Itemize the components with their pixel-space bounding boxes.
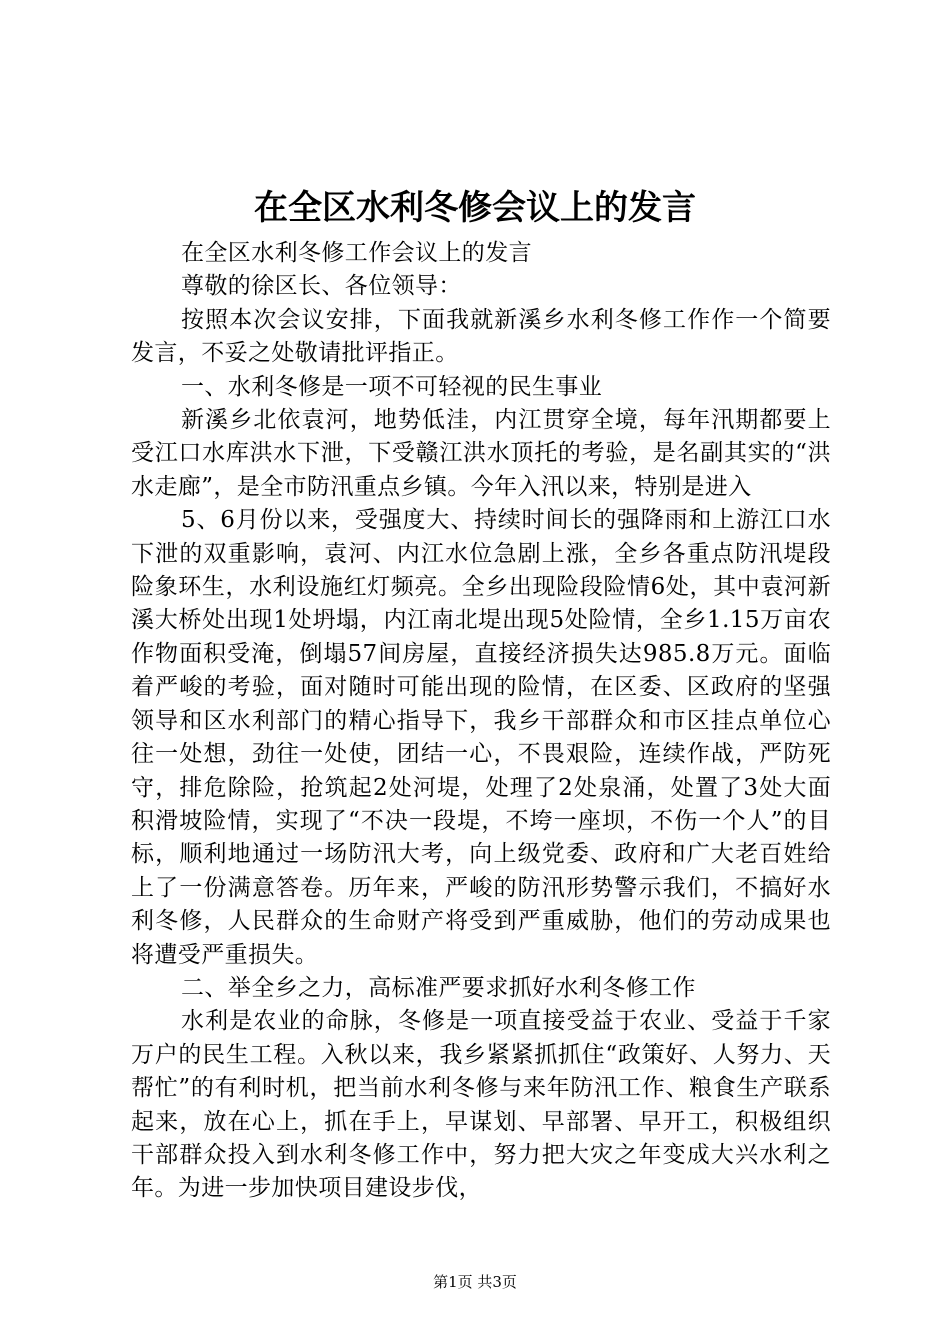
paragraph-salutation: 尊敬的徐区长、各位领导： xyxy=(181,273,462,300)
paragraph-water-conservancy: 水利是农业的命脉，冬修是一项直接受益于农业、受益于千家万户的民生工程。入秋以来，我乡紧紧抓抓住“政策好、人努力、天帮忙”的有利时机，把当前水利冬修与来年防汛工作、粮食生产联系起来，放在心上，抓在手上，早谋划、早部署、早开工，积极组织干部群众投入到水利冬修工作中，努力把大灾之年变成大兴水利之年。为进一步加快项目建设步伐， xyxy=(131,1008,831,1202)
section-heading-1: 一、水利冬修是一项不可轻视的民生事业 xyxy=(181,373,603,400)
document-title: 在全区水利冬修会议上的发言 xyxy=(254,188,696,228)
paragraph-flood-details: 5、6月份以来，受强度大、持续时间长的强降雨和上游江口水下泄的双重影响，袁河、内江水位急剧上涨，全乡各重点防汛堤段险象环生，水利设施红灯频亮。全乡出现险段险情6处，其中袁河新溪大桥处出现1处坍塌，内江南北堤出现5处险情，全乡1.15万亩农作物面积受淹，倒塌57间房屋，直接经济损失达985.8万元。面临着严峻的考验，面对随时可能出现的险情，在区委、区政府的坚强领导和区水利部门的精心指导下，我乡干部群众和市区挂点单位心往一处想，劲往一处使，团结一心，不畏艰险，连续作战，严防死守，排危除险，抢筑起2处河堤，处理了2处泉涌，处置了3处大面积滑坡险情，实现了“不决一段堤，不垮一座坝，不伤一个人”的目标，顺利地通过一场防汛大考，向上级党委、政府和广大老百姓给上了一份满意答卷。历年来，严峻的防汛形势警示我们，不搞好水利冬修，人民群众的生命财产将受到严重威胁，他们的劳动成果也将遭受严重损失。 xyxy=(131,507,831,968)
page-footer: 第1页 共3页 xyxy=(433,1273,517,1291)
section-heading-2: 二、举全乡之力，高标准严要求抓好水利冬修工作 xyxy=(181,974,696,1001)
document-body xyxy=(131,237,831,1206)
paragraph-intro: 按照本次会议安排，下面我就新溪乡水利冬修工作作一个简要发言，不妥之处敬请批评指正。 xyxy=(131,306,831,367)
paragraph-background: 新溪乡北依袁河，地势低洼，内江贯穿全境，每年汛期都要上受江口水库洪水下泄，下受赣江洪水顶托的考验，是名副其实的“洪水走廊”，是全市防汛重点乡镇。今年入汛以来，特别是进入 xyxy=(131,407,831,500)
paragraph-subtitle: 在全区水利冬修工作会议上的发言 xyxy=(181,240,532,266)
